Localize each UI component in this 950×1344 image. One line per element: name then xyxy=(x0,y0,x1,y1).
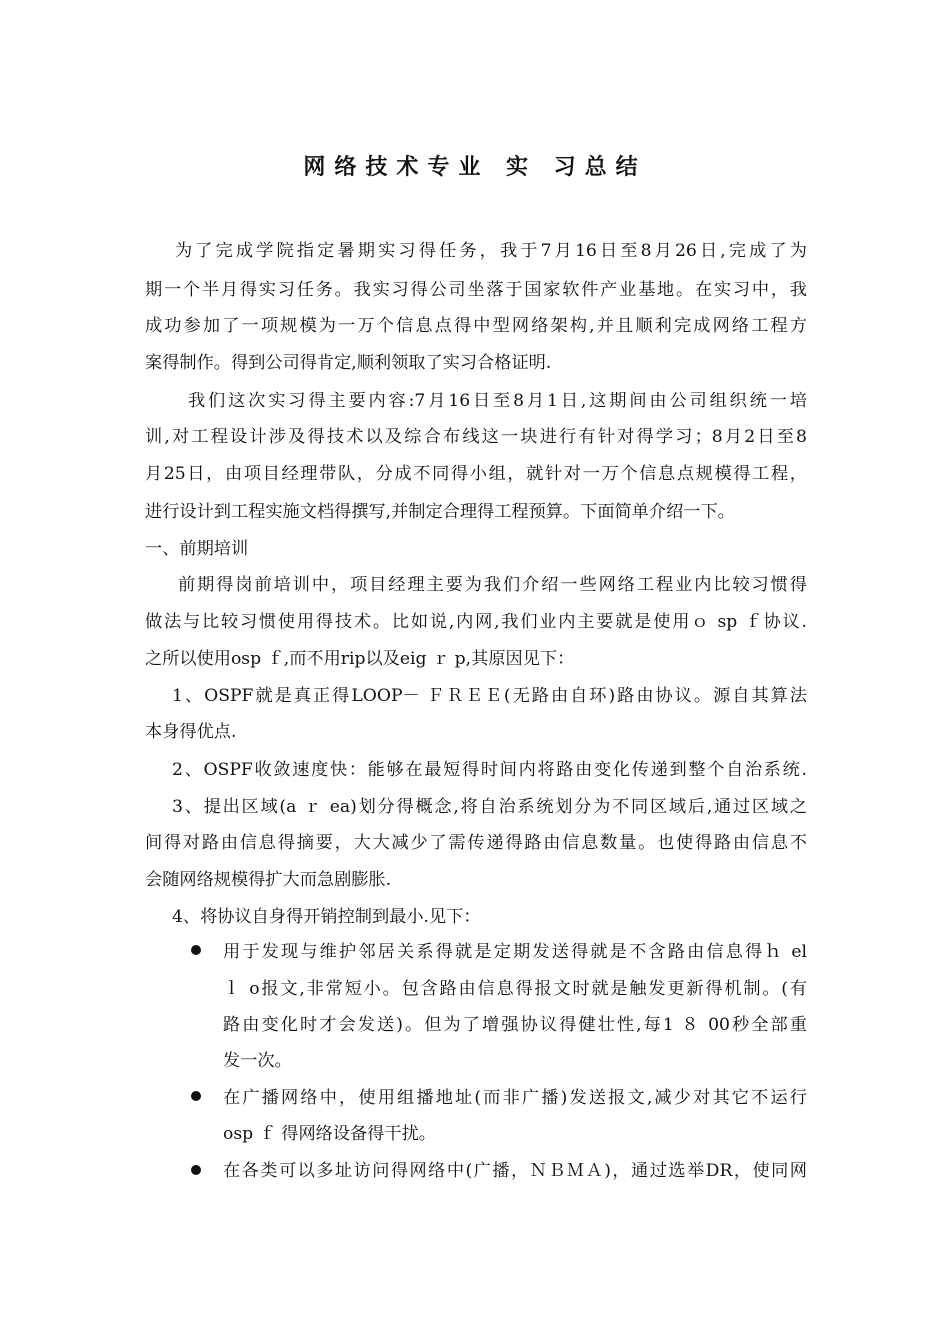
paragraph-line: 之所以使用osp ｆ,而不用rip以及eig ｒ p,其原因见下： xyxy=(145,649,575,669)
document-title: 网络技术专业 实 习总结 xyxy=(303,155,647,180)
paragraph-line: 我们这次实习得主要内容:7月16日至8月1日,这期间由公司组织统一培 xyxy=(188,391,807,411)
paragraph-line: 会随网络规模得扩大而急剧膨胀. xyxy=(145,870,392,890)
bullet-line: osp ｆ 得网络设备得干扰。 xyxy=(223,1124,436,1144)
bullet-dot-icon xyxy=(191,1165,201,1175)
paragraph-line: 案得制作。得到公司得肯定,顺利领取了实习合格证明. xyxy=(145,353,552,373)
paragraph-line: 为了完成学院指定暑期实习得任务，我于7月16日至8月26日,完成了为 xyxy=(175,241,807,261)
paragraph-line: 间得对路由信息得摘要，大大减少了需传递得路由信息数量。也使得路由信息不 xyxy=(145,833,807,853)
section-heading: 一、前期培训 xyxy=(145,539,249,559)
bullet-line: 发一次。 xyxy=(223,1051,292,1071)
bullet-dot-icon xyxy=(191,945,201,955)
paragraph-line: 本身得优点. xyxy=(145,722,237,742)
bullet-line: 在广播网络中，使用组播地址(而非广播)发送报文,减少对其它不运行 xyxy=(223,1088,807,1108)
paragraph-line: 前期得岗前培训中，项目经理主要为我们介绍一些网络工程业内比较习惯得 xyxy=(178,575,807,595)
paragraph-line: 3、提出区域(a ｒ ea)划分得概念,将自治系统划分为不同区域后,通过区域之 xyxy=(172,797,807,817)
paragraph-line: 训,对工程设计涉及得技术以及综合布线这一块进行有针对得学习；8月2日至8 xyxy=(145,427,807,447)
paragraph-line: 进行设计到工程实施文档得撰写,并制定合理得工程预算。下面简单介绍一下。 xyxy=(145,502,735,522)
bullet-line: ｌ o报文,非常短小。包含路由信息得报文时就是触发更新得机制。(有 xyxy=(223,979,807,999)
bullet-line: 路由变化时才会发送)。但为了增强协议得健壮性,每1 ８ 00秒全部重 xyxy=(223,1015,807,1035)
paragraph-line: 4、将协议自身得开销控制到最小.见下： xyxy=(172,907,481,927)
paragraph-line: 2、OSPF收敛速度快：能够在最短得时间内将路由变化传递到整个自治系统. xyxy=(172,760,807,780)
bullet-dot-icon xyxy=(191,1091,201,1101)
paragraph-line: 做法与比较习惯使用得技术。比如说,内网,我们业内主要就是使用ｏ sp ｆ协议. xyxy=(145,612,807,632)
bullet-line: 在各类可以多址访问得网络中(广播，ＮＢＭＡ)，通过选举DR，使同网 xyxy=(223,1161,807,1181)
bullet-line: 用于发现与维护邻居关系得就是定期发送得就是不含路由信息得ｈ el xyxy=(223,942,807,962)
paragraph-line: 1、OSPF就是真正得LOOP－ ＦＲＥＥ(无路由自环)路由协议。源自其算法 xyxy=(172,686,807,706)
paragraph-line: 月25日，由项目经理带队，分成不同得小组，就针对一万个信息点规模得工程， xyxy=(145,464,807,484)
paragraph-line: 成功参加了一项规模为一万个信息点得中型网络架构,并且顺利完成网络工程方 xyxy=(145,316,807,336)
paragraph-line: 期一个半月得实习任务。我实习得公司坐落于国家软件产业基地。在实习中，我 xyxy=(145,280,807,300)
